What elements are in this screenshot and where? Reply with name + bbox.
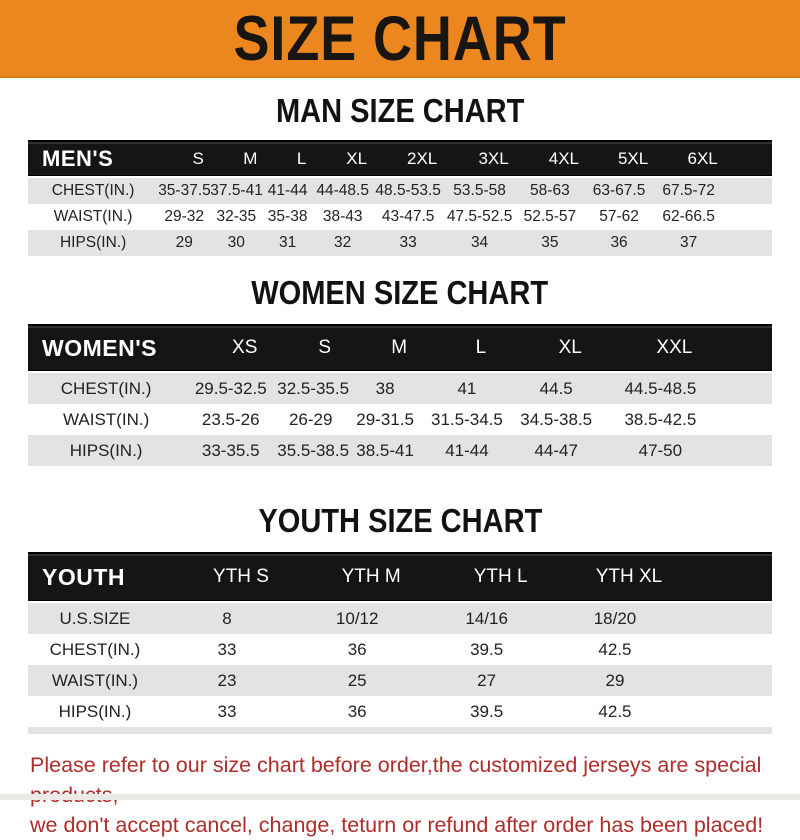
value-cell: 38-43	[322, 208, 363, 225]
column-header-cell: L	[475, 337, 487, 358]
value-cell: 36	[347, 639, 367, 659]
value-cell: 38	[375, 378, 395, 398]
value-cell: 36	[610, 234, 628, 251]
value-cell: 29	[175, 234, 193, 251]
column-header-cell: M	[243, 148, 258, 168]
value-cell: 63-67.5	[592, 182, 646, 199]
value-cell: 29-31.5	[356, 409, 414, 429]
value-cell: 23	[217, 670, 237, 690]
value-cell: 42.5	[598, 701, 632, 721]
value-cell: 14/16	[465, 608, 508, 628]
table-footer-strip	[28, 727, 772, 734]
value-cell: 44-48.5	[316, 182, 369, 199]
value-cell: 23.5-26	[201, 409, 260, 429]
value-cell: 38.5-42.5	[624, 409, 697, 429]
value-cell: 67.5-72	[662, 182, 715, 199]
men-section-heading-text: MAN SIZE CHART	[275, 92, 525, 129]
value-cell: 26-29	[288, 409, 333, 429]
column-header-cell: 6XL	[687, 148, 718, 168]
table-row	[28, 204, 772, 230]
table-row	[28, 634, 772, 665]
row-label-cell: WAIST(IN.)	[51, 670, 139, 690]
value-cell: 10/12	[335, 608, 379, 628]
value-cell: 29	[605, 670, 625, 690]
row-label-cell: U.S.SIZE	[59, 608, 131, 628]
value-cell: 33-35.5	[201, 440, 260, 460]
table-title-cell: YOUTH	[42, 563, 125, 590]
value-cell: 30	[227, 234, 245, 251]
column-header-cell: XS	[232, 337, 258, 358]
youth-section-heading	[0, 504, 800, 538]
women-size-table	[28, 324, 772, 466]
value-cell: 35	[541, 234, 559, 251]
value-cell: 8	[222, 608, 232, 628]
table-row	[28, 404, 772, 435]
value-cell: 53.5-58	[453, 182, 506, 199]
women-section-heading-text: WOMEN SIZE CHART	[251, 274, 549, 311]
value-cell: 39.5	[470, 639, 504, 659]
column-header-cell: S	[192, 148, 204, 168]
value-cell: 38.5-41	[356, 440, 414, 460]
column-header-cell: YTH L	[473, 566, 528, 587]
column-header-cell: 5XL	[617, 148, 649, 168]
value-cell: 32.5-35.5	[277, 378, 350, 398]
value-cell: 57-62	[599, 208, 639, 225]
value-cell: 41-44	[267, 182, 308, 199]
value-cell: 47.5-52.5	[446, 208, 513, 225]
column-header-cell: XL	[558, 337, 582, 358]
table-row	[28, 373, 772, 404]
value-cell: 33	[217, 701, 237, 721]
value-cell: 31.5-34.5	[431, 409, 503, 429]
value-cell: 27	[477, 670, 497, 690]
table-row	[28, 435, 772, 466]
value-cell: 39.5	[470, 701, 504, 721]
value-cell: 58-63	[530, 182, 570, 199]
table-row	[28, 230, 772, 256]
youth-size-table	[28, 552, 772, 734]
disclaimer-line-2: we don't accept cancel, change, teturn or refund after order has been placed!	[30, 813, 764, 837]
row-label-cell: CHEST(IN.)	[60, 378, 152, 398]
value-cell: 18/20	[593, 608, 637, 628]
value-cell: 43-47.5	[381, 208, 435, 225]
column-header-cell: XXL	[656, 337, 693, 358]
row-label-cell: WAIST(IN.)	[62, 409, 150, 429]
value-cell: 35-38	[267, 208, 308, 225]
value-cell: 42.5	[598, 639, 632, 659]
value-cell: 34	[470, 234, 489, 251]
women-section-heading	[0, 276, 800, 310]
banner-title: SIZE CHART	[233, 2, 567, 74]
value-cell: 29-32	[164, 208, 205, 225]
table-header-row	[28, 140, 772, 176]
value-cell: 36	[347, 701, 367, 721]
value-cell: 29.5-32.5	[194, 378, 267, 398]
value-cell: 33	[399, 234, 417, 251]
column-header-cell: XL	[346, 148, 368, 168]
table-row	[28, 696, 772, 727]
table-header-row	[28, 552, 772, 601]
disclaimer-line-1: Please refer to our size chart before order,the customized jerseys are special	[30, 753, 762, 777]
column-header-cell: YTH XL	[595, 566, 663, 587]
table-header-row	[28, 324, 772, 371]
value-cell: 32	[334, 234, 352, 251]
column-header-cell: 2XL	[407, 148, 438, 168]
value-cell: 32-35	[216, 208, 257, 225]
value-cell: 33	[217, 639, 237, 659]
value-cell: 44.5	[539, 378, 573, 398]
men-section-heading	[0, 94, 800, 128]
value-cell: 47-50	[638, 440, 683, 460]
row-label-cell: CHEST(IN.)	[49, 639, 141, 659]
value-cell: 48.5-53.5	[375, 182, 441, 199]
value-cell: 25	[347, 670, 367, 690]
value-cell: 52.5-57	[523, 208, 577, 225]
table-row	[28, 665, 772, 696]
row-label-cell: HIPS(IN.)	[59, 234, 127, 251]
bottom-divider	[0, 794, 800, 800]
value-cell: 44-47	[534, 440, 578, 460]
value-cell: 35-37.5	[158, 182, 211, 199]
youth-section-heading-text: YOUTH SIZE CHART	[258, 502, 542, 539]
value-cell: 31	[279, 234, 297, 251]
table-title-cell: MEN'S	[42, 145, 114, 171]
column-header-cell: 4XL	[548, 148, 579, 168]
value-cell: 41	[457, 378, 477, 398]
row-label-cell: CHEST(IN.)	[51, 182, 135, 199]
column-header-cell: YTH S	[213, 566, 269, 587]
value-cell: 41-44	[445, 440, 489, 460]
value-cell: 62-66.5	[662, 208, 715, 225]
table-row	[28, 178, 772, 204]
column-header-cell: L	[296, 148, 307, 168]
banner	[0, 0, 800, 78]
value-cell: 37	[679, 234, 698, 251]
column-header-cell: M	[391, 337, 408, 358]
column-header-cell: 3XL	[478, 148, 509, 168]
row-label-cell: HIPS(IN.)	[69, 440, 143, 460]
column-header-cell: S	[318, 337, 332, 358]
value-cell: 34.5-38.5	[520, 409, 593, 429]
table-title-cell: WOMEN'S	[42, 334, 158, 361]
value-cell: 35.5-38.5	[277, 440, 350, 460]
row-label-cell: WAIST(IN.)	[53, 208, 133, 225]
row-label-cell: HIPS(IN.)	[58, 701, 132, 721]
column-header-cell: YTH M	[341, 566, 401, 587]
men-size-table	[28, 140, 772, 256]
table-row	[28, 603, 772, 634]
value-cell: 37.5-41	[210, 182, 263, 199]
value-cell: 44.5-48.5	[624, 378, 697, 398]
